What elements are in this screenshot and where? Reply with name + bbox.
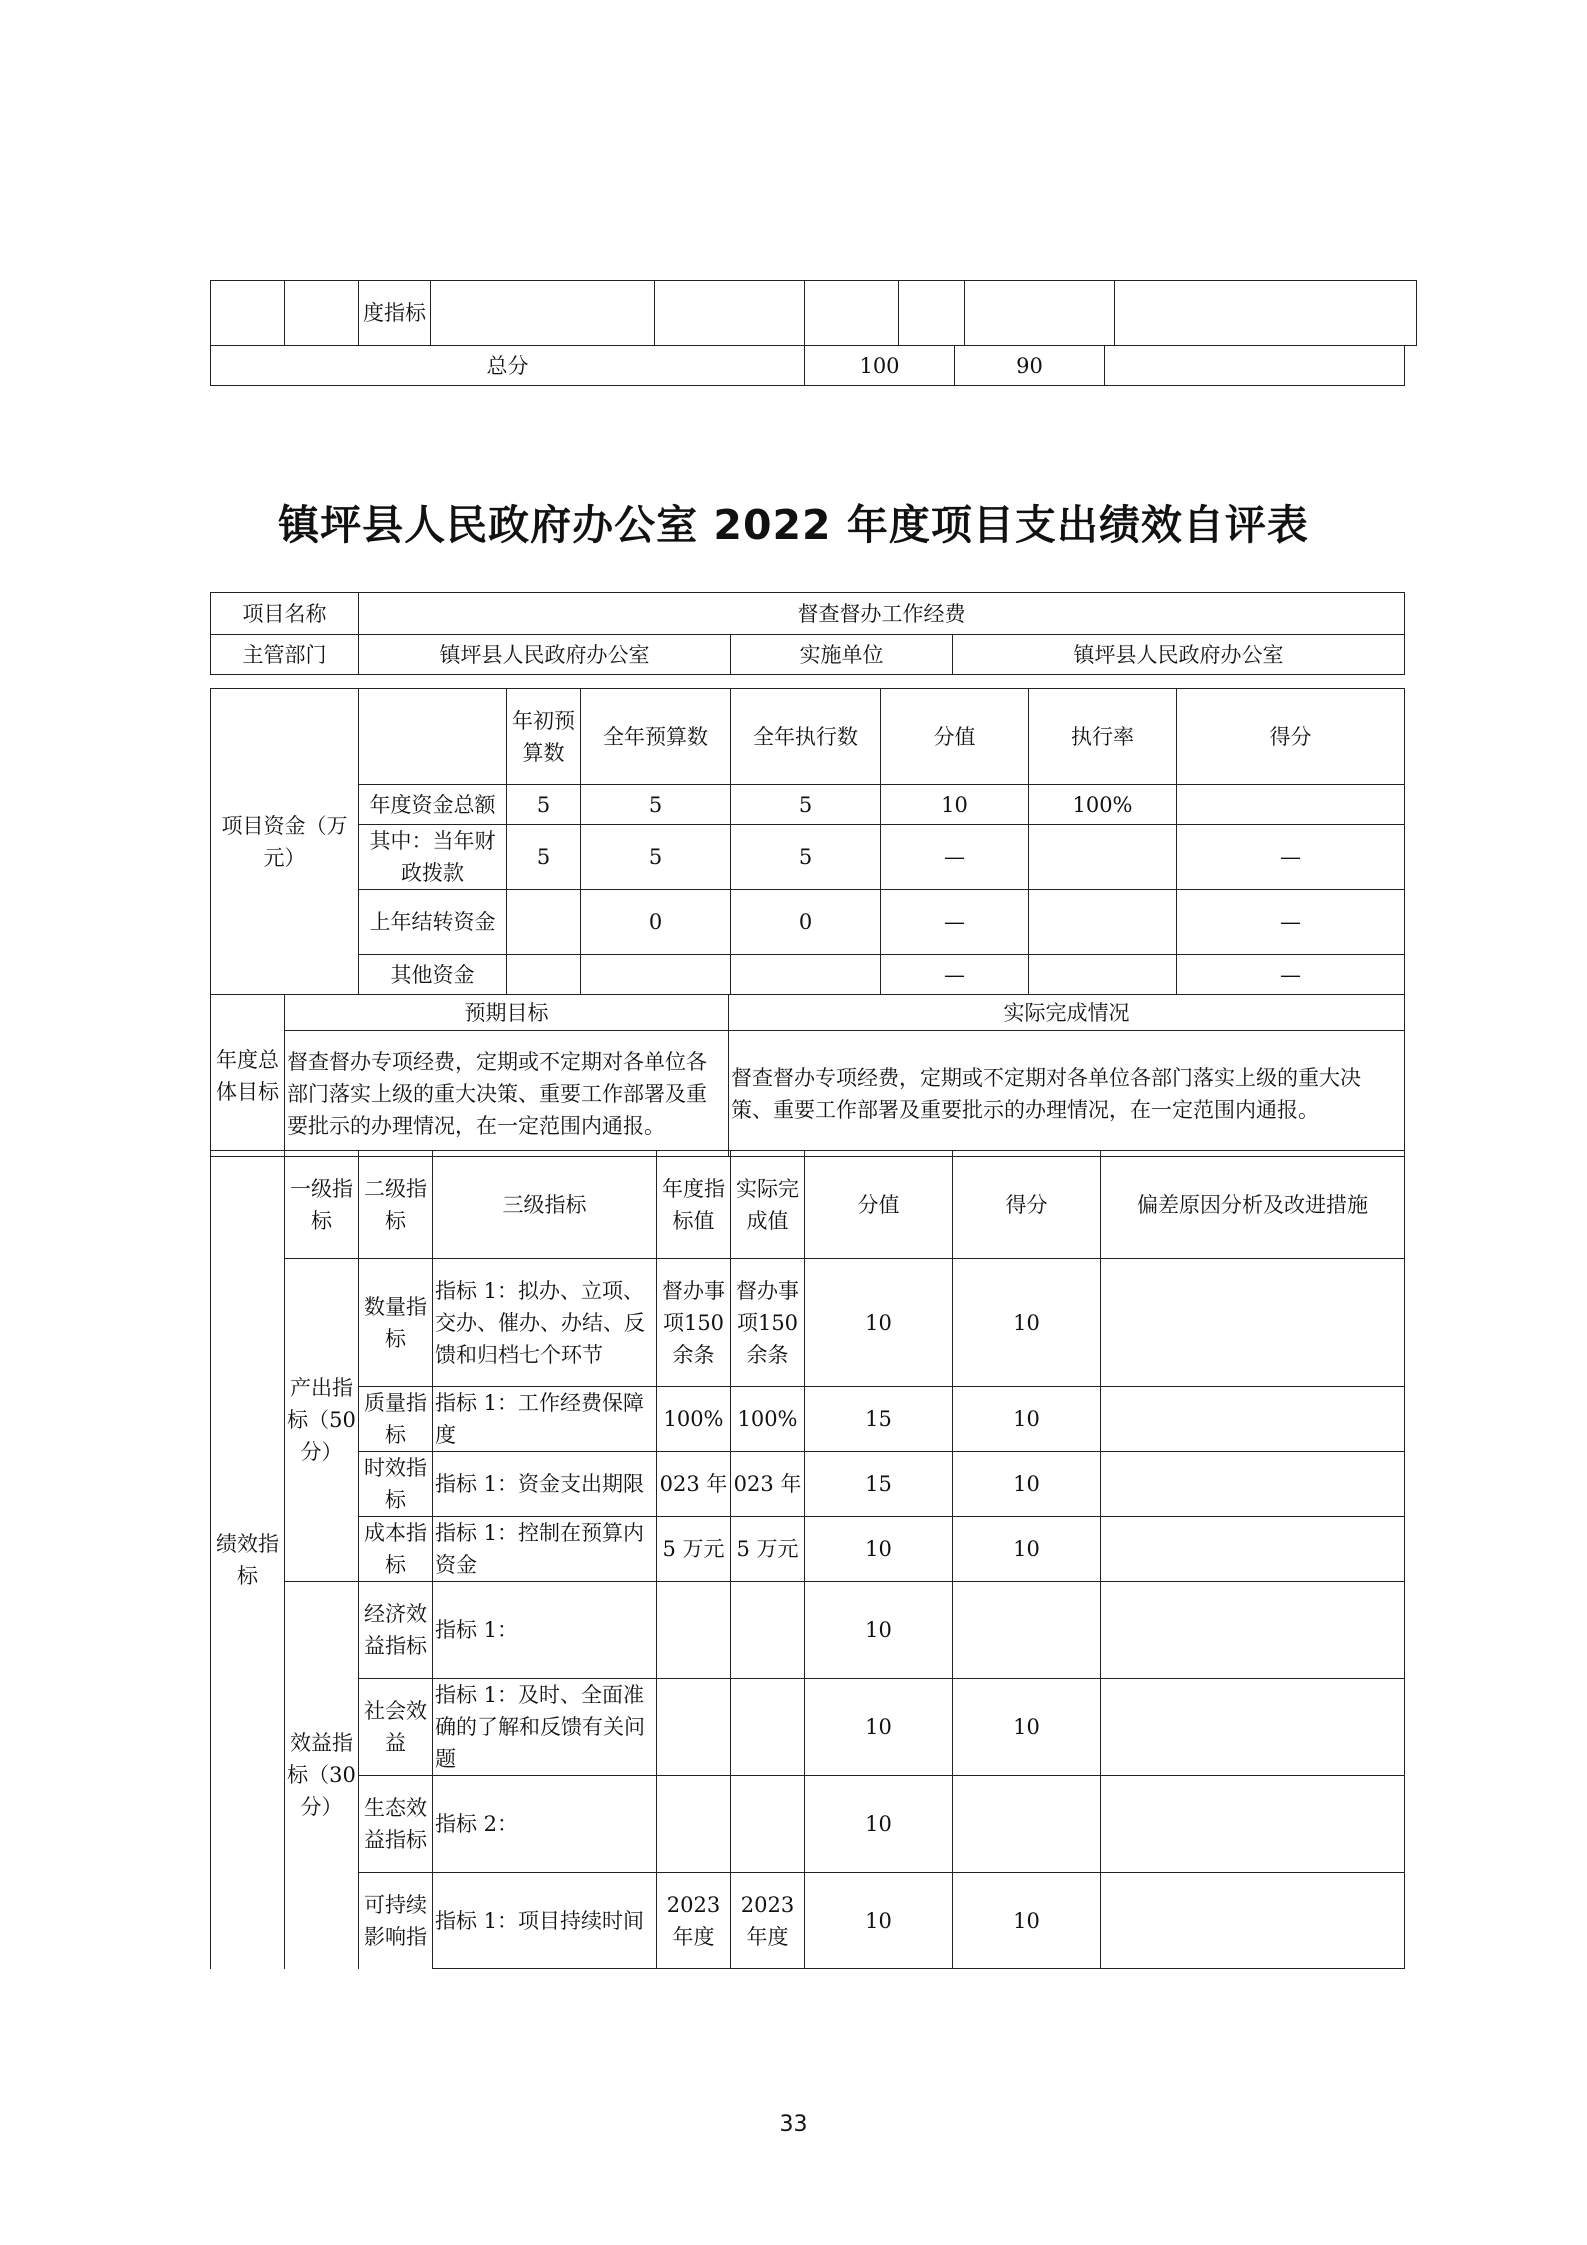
target-cell: 5 万元 (657, 1517, 731, 1582)
funds-cell (731, 955, 881, 995)
actual-cell (731, 1679, 805, 1776)
funds-cell: 100% (1029, 785, 1177, 825)
header-level3: 三级指标 (433, 1151, 657, 1259)
actual-cell (731, 1776, 805, 1873)
header-analysis: 偏差原因分析及改进措施 (1101, 1151, 1405, 1259)
empty-cell (431, 281, 655, 346)
funds-cell: 5 (507, 825, 581, 890)
performance-label: 绩效指标 (211, 1151, 285, 1969)
department-label: 主管部门 (211, 635, 359, 675)
level2-cell: 数量指标 (359, 1259, 433, 1387)
funds-cell (1029, 825, 1177, 890)
level3-cell: 指标 1：拟办、立项、交办、催办、办结、反馈和归档七个环节 (433, 1259, 657, 1387)
empty-cell (805, 281, 899, 346)
funds-header-rate: 执行率 (1029, 689, 1177, 785)
funds-row-label: 年度资金总额 (359, 785, 507, 825)
funds-cell (507, 890, 581, 955)
weight-cell: 15 (805, 1387, 953, 1452)
target-cell: 023 年 (657, 1452, 731, 1517)
level3-cell: 指标 1： (433, 1582, 657, 1679)
score-cell: 10 (953, 1259, 1101, 1387)
actual-completion-text: 督查督办专项经费，定期或不定期对各单位各部门落实上级的重大决策、重要工作部署及重要批示的办理情况，在一定范围内通报。 (729, 1031, 1405, 1157)
actual-cell: 023 年 (731, 1452, 805, 1517)
empty-cell (285, 281, 359, 346)
header-target: 年度指标值 (657, 1151, 731, 1259)
output-indicators-label: 产出指标（50分） (285, 1259, 359, 1582)
funds-row-label: 其他资金 (359, 955, 507, 995)
performance-indicators-table (210, 1150, 1405, 1969)
funds-cell: 5 (581, 825, 731, 890)
funds-cell: — (881, 890, 1029, 955)
header-weight: 分值 (805, 1151, 953, 1259)
empty-cell (1115, 281, 1417, 346)
funds-header-weight: 分值 (881, 689, 1029, 785)
analysis-cell (1101, 1679, 1405, 1776)
level3-cell: 指标 1：资金支出期限 (433, 1452, 657, 1517)
level3-cell: 指标 1：及时、全面准确的了解和反馈有关问题 (433, 1679, 657, 1776)
analysis-cell (1101, 1387, 1405, 1452)
level2-cell: 经济效益指标 (359, 1582, 433, 1679)
analysis-cell (1101, 1517, 1405, 1582)
level2-cell: 社会效益 (359, 1679, 433, 1776)
indicator-label-cell: 度指标 (359, 281, 431, 346)
weight-cell: 10 (805, 1517, 953, 1582)
funds-cell: 5 (507, 785, 581, 825)
funds-row-label: 其中：当年财政拨款 (359, 825, 507, 890)
level3-cell: 指标 1：工作经费保障度 (433, 1387, 657, 1452)
funds-cell: — (1177, 890, 1405, 955)
level2-cell: 时效指标 (359, 1452, 433, 1517)
header-score: 得分 (953, 1151, 1101, 1259)
actual-cell: 100% (731, 1387, 805, 1452)
actual-cell: 2023 年度 (731, 1873, 805, 1969)
empty-cell (899, 281, 965, 346)
funds-cell: 0 (581, 890, 731, 955)
analysis-cell (1101, 1259, 1405, 1387)
weight-cell: 10 (805, 1776, 953, 1873)
funds-header-executed: 全年执行数 (731, 689, 881, 785)
analysis-cell (1101, 1582, 1405, 1679)
level2-cell: 成本指标 (359, 1517, 433, 1582)
empty-cell (359, 689, 507, 785)
total-score-table (210, 345, 1405, 386)
implementing-unit-value: 镇坪县人民政府办公室 (953, 635, 1405, 675)
score-cell: 10 (953, 1452, 1101, 1517)
header-level2: 二级指标 (359, 1151, 433, 1259)
empty-cell (655, 281, 805, 346)
funds-cell (1177, 785, 1405, 825)
funds-row-label: 上年结转资金 (359, 890, 507, 955)
funds-cell (1029, 955, 1177, 995)
header-level1: 一级指标 (285, 1151, 359, 1259)
level2-cell: 质量指标 (359, 1387, 433, 1452)
funds-cell: — (881, 955, 1029, 995)
document-title: 镇坪县人民政府办公室 2022 年度项目支出绩效自评表 (278, 501, 1309, 549)
total-label: 总分 (211, 346, 805, 386)
target-cell: 100% (657, 1387, 731, 1452)
level3-cell: 指标 1：控制在预算内资金 (433, 1517, 657, 1582)
page-number: 33 (779, 2112, 808, 2137)
total-value: 100 (805, 346, 955, 386)
expected-goal-header: 预期目标 (285, 995, 729, 1031)
level3-cell: 指标 1：项目持续时间 (433, 1873, 657, 1969)
goals-table (210, 994, 1405, 1157)
funds-header-annual: 全年预算数 (581, 689, 731, 785)
actual-cell (731, 1582, 805, 1679)
funds-cell: 5 (731, 825, 881, 890)
actual-completion-header: 实际完成情况 (729, 995, 1405, 1031)
funds-cell (507, 955, 581, 995)
target-cell (657, 1679, 731, 1776)
score-cell: 10 (953, 1517, 1101, 1582)
empty-cell (1105, 346, 1405, 386)
score-cell: 10 (953, 1873, 1101, 1969)
department-value: 镇坪县人民政府办公室 (359, 635, 731, 675)
analysis-cell (1101, 1776, 1405, 1873)
previous-table-fragment (210, 280, 1417, 346)
header-actual: 实际完成值 (731, 1151, 805, 1259)
analysis-cell (1101, 1873, 1405, 1969)
score-cell: 10 (953, 1387, 1101, 1452)
weight-cell: 10 (805, 1873, 953, 1969)
funds-cell (581, 955, 731, 995)
funds-cell: 10 (881, 785, 1029, 825)
project-name: 督查督办工作经费 (359, 593, 1405, 635)
score-cell (953, 1776, 1101, 1873)
target-cell: 督办事项150 余条 (657, 1259, 731, 1387)
funds-label: 项目资金（万元） (211, 689, 359, 995)
target-cell (657, 1776, 731, 1873)
weight-cell: 10 (805, 1259, 953, 1387)
funds-table (210, 688, 1405, 995)
target-cell (657, 1582, 731, 1679)
total-score: 90 (955, 346, 1105, 386)
funds-cell (1029, 890, 1177, 955)
self-evaluation-table (210, 592, 1405, 675)
funds-cell: — (881, 825, 1029, 890)
level3-cell: 指标 2： (433, 1776, 657, 1873)
goals-label: 年度总体目标 (211, 995, 285, 1157)
implementing-unit-label: 实施单位 (731, 635, 953, 675)
funds-cell: 0 (731, 890, 881, 955)
funds-cell: — (1177, 955, 1405, 995)
actual-cell: 督办事项150 余条 (731, 1259, 805, 1387)
level2-cell: 生态效益指标 (359, 1776, 433, 1873)
actual-cell: 5 万元 (731, 1517, 805, 1582)
analysis-cell (1101, 1452, 1405, 1517)
empty-cell (211, 281, 285, 346)
funds-cell: — (1177, 825, 1405, 890)
empty-cell (965, 281, 1115, 346)
expected-goal-text: 督查督办专项经费，定期或不定期对各单位各部门落实上级的重大决策、重要工作部署及重要批示的办理情况，在一定范围内通报。 (285, 1031, 729, 1157)
funds-header-initial: 年初预算数 (507, 689, 581, 785)
funds-header-score: 得分 (1177, 689, 1405, 785)
project-name-label: 项目名称 (211, 593, 359, 635)
score-cell (953, 1582, 1101, 1679)
weight-cell: 10 (805, 1582, 953, 1679)
weight-cell: 15 (805, 1452, 953, 1517)
level2-cell: 可持续影响指 (359, 1873, 433, 1969)
benefit-indicators-label: 效益指标（30分） (285, 1582, 359, 1969)
funds-cell: 5 (731, 785, 881, 825)
funds-cell: 5 (581, 785, 731, 825)
score-cell: 10 (953, 1679, 1101, 1776)
target-cell: 2023 年度 (657, 1873, 731, 1969)
weight-cell: 10 (805, 1679, 953, 1776)
